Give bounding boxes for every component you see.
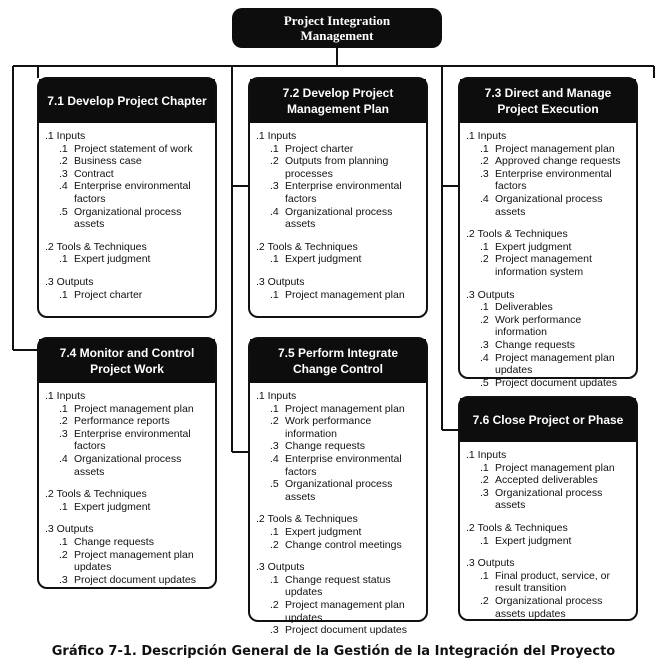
- process-box-title: 7.2 Develop Project Management Plan: [250, 79, 426, 123]
- section-title: .1 Inputs: [45, 130, 86, 142]
- item-number: .2: [270, 415, 279, 428]
- item-number: .3: [480, 167, 489, 180]
- list-item: [45, 428, 207, 453]
- list-item: [256, 289, 418, 302]
- item-number: .3: [59, 573, 68, 586]
- item-text: Enterprise environmental factors: [74, 427, 191, 453]
- item-text: Expert judgment: [74, 500, 151, 513]
- item-number: .1: [480, 534, 489, 547]
- item-number: .3: [270, 440, 279, 453]
- list-item: [466, 474, 628, 487]
- section-title: .2 Tools & Techniques: [466, 521, 568, 534]
- section-title: .2 Tools & Techniques: [466, 228, 568, 241]
- item-text: Enterprise environmental factors: [74, 180, 191, 205]
- item-text: Expert judgment: [495, 240, 572, 253]
- item-number: .2: [59, 155, 68, 168]
- item-text: Project management plan updates: [285, 598, 405, 624]
- item-number: .1: [480, 142, 489, 155]
- list-item: [45, 501, 207, 514]
- item-text: Change control meetings: [285, 538, 402, 551]
- item-text: Work performance information: [495, 313, 582, 339]
- section-title: .3 Outputs: [466, 288, 515, 301]
- figure-caption: Gráfico 7-1. Descripción General de la Gestión de la Integración del Proyecto: [51, 644, 616, 659]
- item-number: .3: [59, 427, 68, 440]
- list-item: [45, 180, 207, 205]
- section-title: .2 Tools & Techniques: [45, 240, 147, 253]
- item-number: .5: [480, 376, 489, 389]
- item-text: Project management plan: [74, 402, 194, 415]
- section-title: .3 Outputs: [256, 275, 305, 288]
- list-item: [466, 155, 628, 168]
- process-box-title: 7.1 Develop Project Chapter: [39, 79, 215, 123]
- list-item: [256, 155, 418, 180]
- item-number: .1: [270, 525, 279, 538]
- item-number: .3: [270, 180, 279, 193]
- item-text: Project charter: [285, 142, 354, 155]
- list-item: [256, 624, 418, 637]
- item-number: .4: [480, 192, 489, 205]
- item-number: .2: [59, 548, 68, 561]
- item-number: .1: [480, 301, 489, 314]
- section-title: .2 Tools & Techniques: [256, 513, 358, 526]
- item-number: .2: [480, 594, 489, 607]
- list-item: [466, 143, 628, 156]
- process-box-2: [248, 77, 428, 318]
- process-box-5: [248, 337, 428, 637]
- list-item: [466, 301, 628, 314]
- item-text: Organizational process assets updates: [495, 594, 603, 620]
- item-number: .4: [59, 452, 68, 465]
- item-number: .3: [270, 624, 279, 637]
- list-item: [256, 453, 418, 478]
- section: [466, 130, 628, 218]
- section-title: .1 Inputs: [466, 130, 507, 142]
- section-title: .3 Outputs: [466, 557, 515, 570]
- item-text: Work performance information: [285, 415, 372, 440]
- section-title: .2 Tools & Techniques: [256, 240, 358, 253]
- process-box-body: [39, 383, 215, 586]
- list-item: [256, 599, 418, 624]
- process-box-1: [37, 77, 217, 318]
- item-number: .2: [480, 474, 489, 487]
- item-number: .3: [59, 167, 68, 180]
- item-text: Project management plan updates: [495, 351, 615, 377]
- section-title: .3 Outputs: [45, 523, 94, 536]
- section: [466, 449, 628, 512]
- item-number: .1: [270, 402, 279, 415]
- section: [45, 488, 207, 513]
- section: [256, 561, 418, 637]
- item-number: .1: [59, 142, 68, 155]
- process-box-3: [458, 77, 638, 389]
- list-item: [256, 403, 418, 416]
- item-text: Project management plan updates: [74, 548, 194, 574]
- item-text: Project management plan: [285, 288, 405, 301]
- list-item: [466, 535, 628, 548]
- item-text: Business case: [74, 155, 142, 168]
- section: [466, 289, 628, 390]
- list-item: [256, 253, 418, 266]
- section: [466, 522, 628, 547]
- list-item: [45, 415, 207, 428]
- item-text: Enterprise environmental factors: [285, 180, 402, 205]
- list-item: [45, 403, 207, 416]
- list-item: [256, 440, 418, 453]
- item-text: Performance reports: [74, 415, 170, 428]
- item-number: .3: [480, 338, 489, 351]
- section: [45, 276, 207, 301]
- process-box-title: 7.6 Close Project or Phase: [460, 398, 636, 442]
- process-box-body: [460, 123, 636, 389]
- item-text: Expert judgment: [285, 253, 362, 266]
- list-item: [466, 314, 628, 339]
- list-item: [45, 549, 207, 574]
- item-text: Organizational process assets: [495, 192, 603, 218]
- list-item: [256, 415, 418, 440]
- item-text: Enterprise environmental factors: [495, 167, 612, 193]
- item-text: Project management plan: [495, 461, 615, 474]
- item-number: .2: [270, 155, 279, 168]
- item-text: Organizational process assets: [285, 478, 393, 503]
- item-text: Project management plan: [495, 142, 615, 155]
- process-box-body: [460, 442, 636, 620]
- process-box-body: [250, 123, 426, 301]
- item-text: Project statement of work: [74, 142, 193, 155]
- list-item: [466, 462, 628, 475]
- item-number: .4: [270, 205, 279, 218]
- section: [256, 276, 418, 301]
- section: [256, 390, 418, 503]
- list-item: [466, 253, 628, 278]
- item-text: Project charter: [74, 288, 143, 301]
- section-title: .3 Outputs: [45, 275, 94, 288]
- list-item: [466, 570, 628, 595]
- list-item: [466, 352, 628, 377]
- item-text: Project document updates: [495, 376, 617, 389]
- section-title: .1 Inputs: [45, 390, 86, 402]
- item-number: .2: [480, 253, 489, 266]
- item-text: Project document updates: [74, 573, 196, 586]
- item-text: Project management plan: [285, 402, 405, 415]
- item-number: .3: [480, 486, 489, 499]
- item-number: .1: [270, 573, 279, 586]
- item-number: .1: [480, 240, 489, 253]
- root-title-line1: Project Integration: [283, 13, 391, 28]
- item-text: Accepted deliverables: [495, 474, 598, 487]
- item-number: .4: [270, 452, 279, 465]
- item-text: Change request status updates: [285, 573, 391, 599]
- section: [45, 241, 207, 266]
- item-text: Change requests: [74, 535, 154, 548]
- list-item: [466, 487, 628, 512]
- item-text: Organizational process assets: [495, 486, 603, 512]
- item-text: Expert judgment: [495, 534, 572, 547]
- process-box-body: [250, 383, 426, 637]
- list-item: [45, 289, 207, 302]
- item-text: Final product, service, or result transition: [495, 569, 610, 595]
- section: [466, 557, 628, 620]
- item-number: .1: [270, 288, 279, 301]
- item-number: .4: [480, 351, 489, 364]
- list-item: [45, 453, 207, 478]
- item-number: .2: [480, 313, 489, 326]
- list-item: [45, 143, 207, 156]
- section: [256, 513, 418, 551]
- list-item: [466, 595, 628, 620]
- list-item: [256, 526, 418, 539]
- item-text: Deliverables: [495, 301, 553, 314]
- item-number: .1: [270, 142, 279, 155]
- item-text: Approved change requests: [495, 155, 621, 168]
- item-text: Organizational process assets: [74, 452, 182, 478]
- process-box-body: [39, 123, 215, 301]
- item-text: Change requests: [285, 440, 365, 453]
- list-item: [45, 206, 207, 231]
- root-title-line2: Management: [300, 28, 374, 43]
- section: [466, 228, 628, 278]
- list-item: [466, 377, 628, 390]
- item-text: Expert judgment: [285, 525, 362, 538]
- list-item: [45, 536, 207, 549]
- section-title: .2 Tools & Techniques: [45, 488, 147, 501]
- item-text: Enterprise environmental factors: [285, 452, 402, 478]
- item-number: .1: [480, 461, 489, 474]
- item-number: .1: [59, 402, 68, 415]
- item-number: .1: [59, 500, 68, 513]
- item-number: .2: [59, 415, 68, 428]
- list-item: [45, 168, 207, 181]
- item-text: Outputs from planning processes: [285, 155, 389, 180]
- process-box-title: 7.4 Monitor and Control Project Work: [39, 339, 215, 383]
- item-number: .2: [270, 598, 279, 611]
- section: [45, 130, 207, 231]
- item-number: .1: [480, 569, 489, 582]
- list-item: [256, 206, 418, 231]
- list-item: [466, 168, 628, 193]
- item-text: Project management information system: [495, 253, 592, 278]
- section-title: .1 Inputs: [256, 130, 297, 142]
- list-item: [256, 574, 418, 599]
- section-title: .3 Outputs: [256, 561, 305, 574]
- process-box-6: [458, 396, 638, 621]
- process-box-title: 7.5 Perform Integrate Change Control: [250, 339, 426, 383]
- item-text: Project document updates: [285, 624, 407, 637]
- list-item: [45, 574, 207, 587]
- item-text: Organizational process assets: [285, 205, 393, 231]
- item-number: .2: [480, 155, 489, 168]
- item-number: .2: [270, 538, 279, 551]
- item-number: .1: [59, 535, 68, 548]
- item-number: .1: [270, 253, 279, 266]
- item-text: Change requests: [495, 338, 575, 351]
- list-item: [466, 193, 628, 218]
- section: [45, 390, 207, 478]
- section: [45, 523, 207, 586]
- process-box-title: 7.3 Direct and Manage Project Execution: [460, 79, 636, 123]
- list-item: [466, 339, 628, 352]
- section-title: .1 Inputs: [466, 449, 507, 461]
- item-number: .5: [270, 478, 279, 491]
- list-item: [256, 180, 418, 205]
- list-item: [45, 253, 207, 266]
- list-item: [256, 478, 418, 503]
- section: [256, 130, 418, 231]
- process-box-4: [37, 337, 217, 589]
- root-process-box: [232, 8, 442, 48]
- item-number: .1: [59, 288, 68, 301]
- item-text: Organizational process assets: [74, 205, 182, 231]
- item-number: .1: [59, 253, 68, 266]
- list-item: [466, 241, 628, 254]
- section-title: .1 Inputs: [256, 390, 297, 402]
- list-item: [45, 155, 207, 168]
- item-number: .4: [59, 180, 68, 193]
- item-text: Expert judgment: [74, 253, 151, 266]
- list-item: [256, 143, 418, 156]
- item-number: .5: [59, 205, 68, 218]
- section: [256, 241, 418, 266]
- item-text: Contract: [74, 167, 114, 180]
- list-item: [256, 539, 418, 552]
